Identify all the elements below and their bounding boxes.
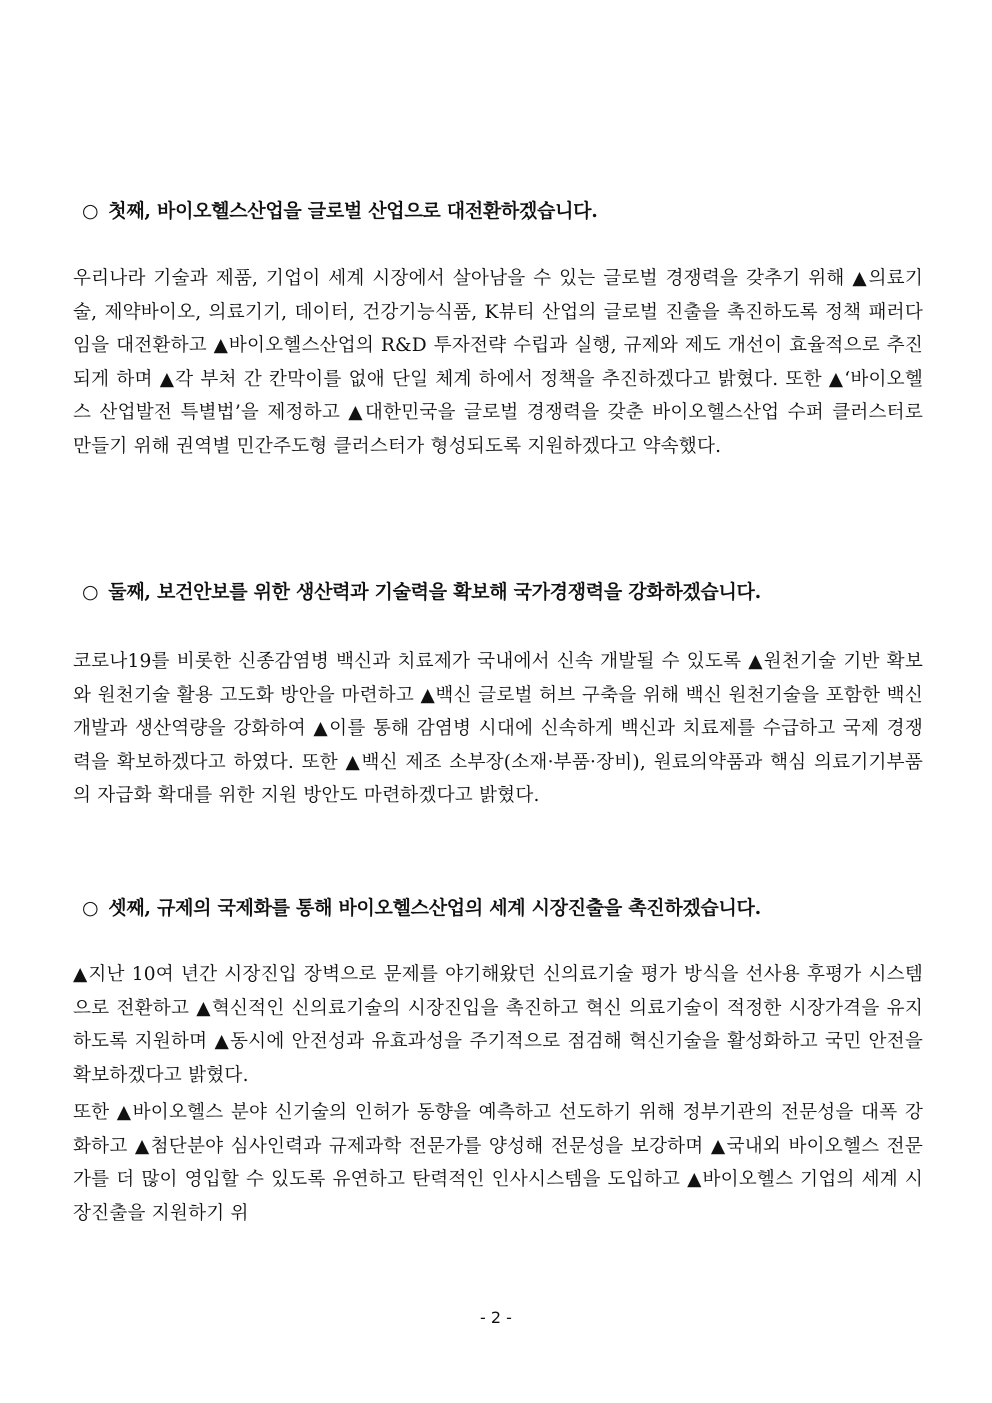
circle-bullet-icon: ○ <box>82 200 99 222</box>
section-1-heading <box>82 196 932 226</box>
circle-bullet-icon: ○ <box>82 897 99 919</box>
section-2-heading-text: 둘째, 보건안보를 위한 생산력과 기술력을 확보해 국가경쟁력을 강화하겠습니다. <box>108 581 761 603</box>
section-3-body: ▲지난 10여 년간 시장진입 장벽으로 문제를 야기해왔던 신의료기술 평가 방식을 선사용 후평가 시스템으로 전환하고 ▲혁신적인 신의료기술의 시장진입을 촉진하고 혁신 의료기술이 적정한 시장가격을 유지하도록 지원하며 ▲동시에 안전성과 유효과성을 주기적으로 점검해 혁신기술을 활성화하고 국민 안전을 확보하겠다고 밝혔다. <box>73 964 923 1086</box>
section-3-body-continued: 또한 ▲바이오헬스 분야 신기술의 인허가 동향을 예측하고 선도하기 위해 정부기관의 전문성을 대폭 강화하고 ▲첨단분야 심사인력과 규제과학 전문가를 양성해 전문성을 보강하며 ▲국내외 바이오헬스 전문가를 더 많이 영입할 수 있도록 유연하고 탄력적인 인사시스템을 도입하고 ▲바이오헬스 기업의 세계 시장진출을 지원하기 위 <box>73 1102 923 1224</box>
section-3-heading-text: 셋째, 규제의 국제화를 통해 바이오헬스산업의 세계 시장진출을 촉진하겠습니다. <box>108 897 761 919</box>
section-1-heading-text: 첫째, 바이오헬스산업을 글로벌 산업으로 대전환하겠습니다. <box>108 200 598 222</box>
section-1-body: 우리나라 기술과 제품, 기업이 세계 시장에서 살아남을 수 있는 글로벌 경쟁력을 갖추기 위해 ▲의료기술, 제약바이오, 의료기기, 데이터, 건강기능식품, K뷰티 산업의 글로벌 진출을 촉진하도록 정책 패러다임을 대전환하고 ▲바이오헬스산업의 R&D 투자전략 수립과 실행, 규제와 제도 개선이 효율적으로 추진되게 하며 ▲각 부처 간 칸막이를 없애 단일 체계 하에서 정책을 추진하겠다고 밝혔다. 또한 ▲‘바이오헬스 산업발전 특별법’을 제정하고 ▲대한민국을 글로벌 경쟁력을 갖춘 바이오헬스산업 수퍼 클러스터로 만들기 위해 권역별 민간주도형 클러스터가 형성되도록 지원하겠다고 약속했다. <box>73 268 923 457</box>
circle-bullet-icon: ○ <box>82 581 99 603</box>
section-2-heading <box>82 577 932 607</box>
section-3-heading <box>82 893 932 923</box>
page-number: - 2 - <box>480 1308 512 1327</box>
section-2-body: 코로나19를 비롯한 신종감염병 백신과 치료제가 국내에서 신속 개발될 수 있도록 ▲원천기술 기반 확보와 원천기술 활용 고도화 방안을 마련하고 ▲백신 글로벌 허브 구축을 위해 백신 원천기술을 포함한 백신 개발과 생산역량을 강화하여 ▲이를 통해 감염병 시대에 신속하게 백신과 치료제를 수급하고 국제 경쟁력을 확보하겠다고 하였다. 또한 ▲백신 제조 소부장(소재·부품·장비), 원료의약품과 핵심 의료기기부품의 자급화 확대를 위한 지원 방안도 마련하겠다고 밝혔다. <box>73 651 923 807</box>
